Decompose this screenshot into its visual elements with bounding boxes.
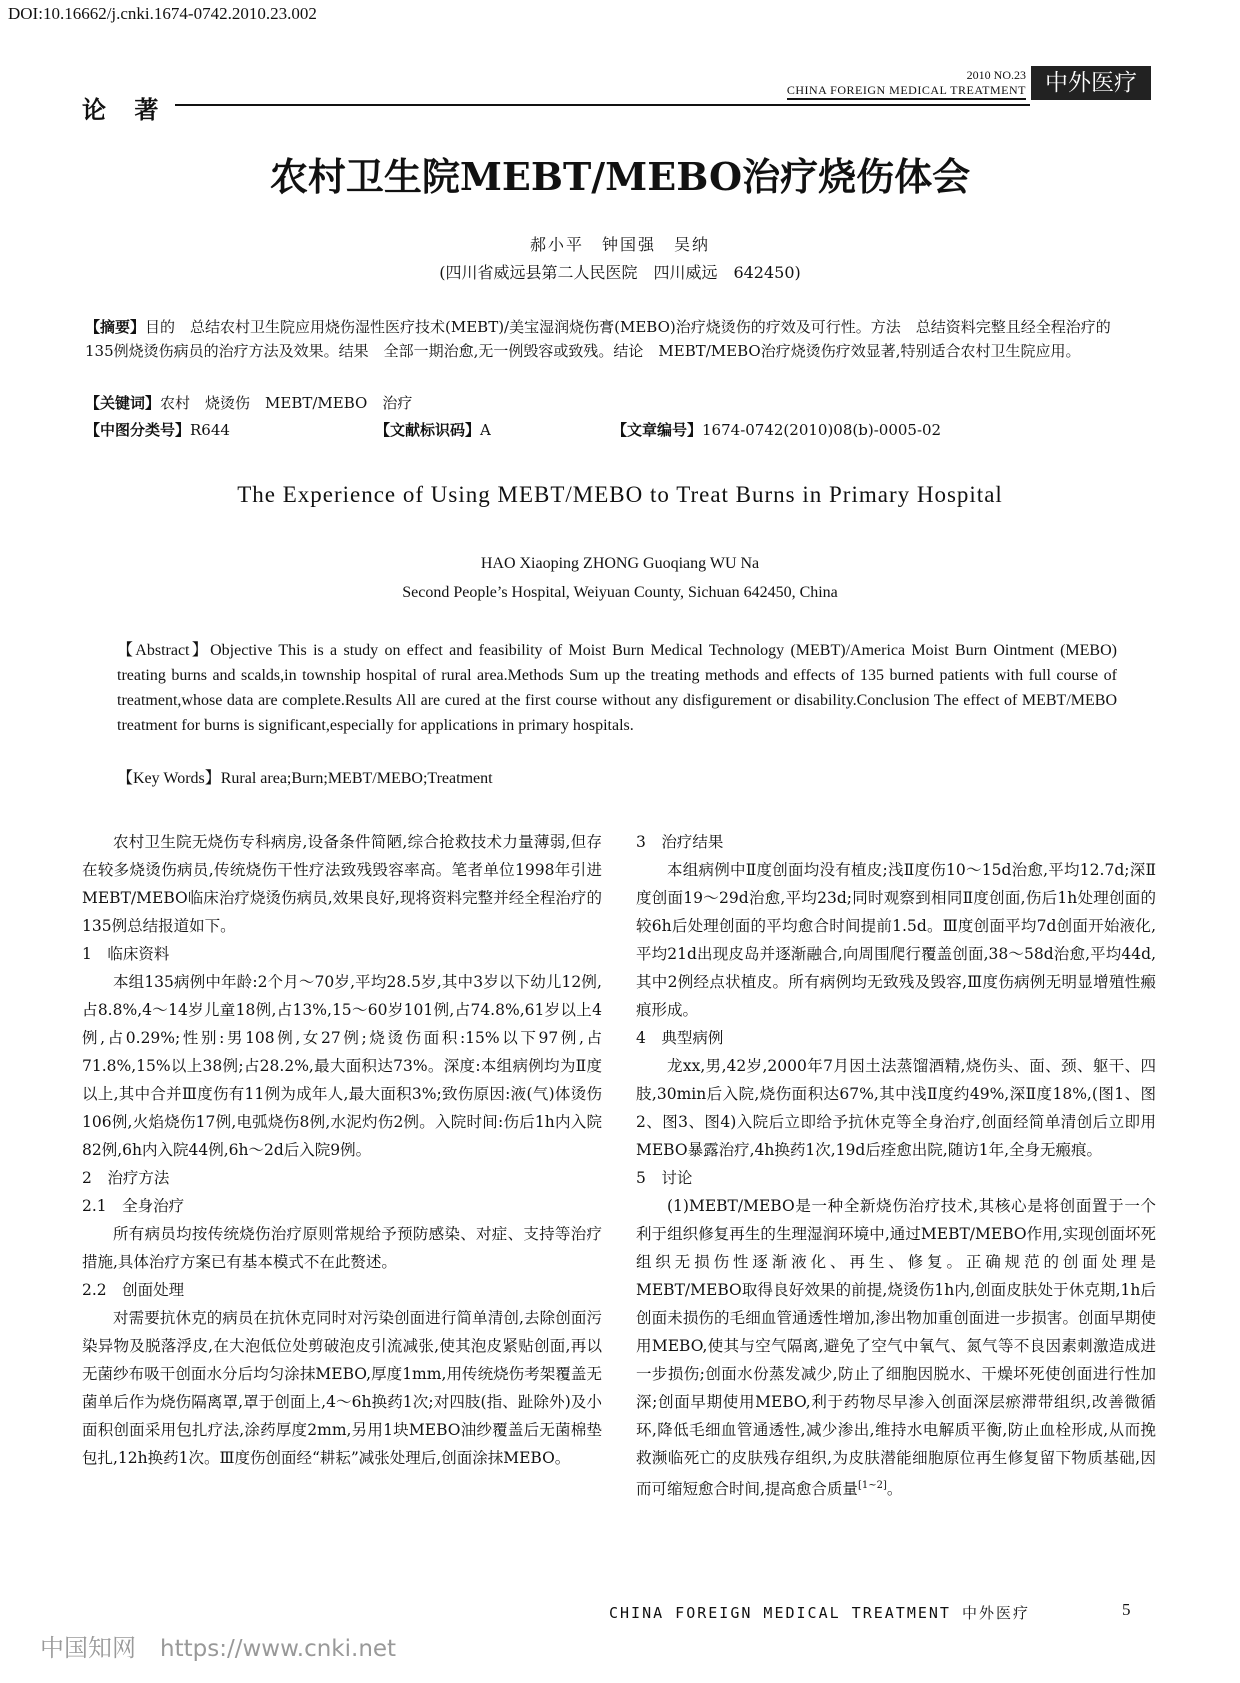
abstract-en <box>117 638 1117 738</box>
clc-number <box>85 419 230 440</box>
citation-ref[interactable]: [1~2] <box>857 1480 887 1491</box>
clc-label: 【中图分类号】 <box>85 421 191 439</box>
intro-paragraph: 农村卫生院无烧伤专科病房,设备条件简陋,综合抢救技术力量薄弱,但存在较多烧烫伤病员,传统烧伤干性疗法致残毁容率高。笔者单位1998年引进MEBT/MEBO临床治疗烧烫伤病员,效果良好,现将资料完整并经全程治疗的135例总结报道如下。 <box>82 833 602 935</box>
title-en: The Experience of Using MEBT/MEBO to Treat Burns in Primary Hospital <box>237 482 1003 507</box>
body-left-column <box>82 828 602 1472</box>
journal-issue: 2010 NO.23 <box>966 68 1026 82</box>
article-value: 1674-0742(2010)08(b)-0005-02 <box>702 421 942 439</box>
title-cn: 农村卫生院MEBT/MEBO治疗烧伤体会 <box>269 154 971 199</box>
heading-2: 2 治疗方法 <box>82 1169 170 1187</box>
abstract-cn <box>85 315 1130 363</box>
paragraph-3: 本组病例中Ⅱ度创面均没有植皮;浅Ⅱ度伤10～15d治愈,平均12.7d;深Ⅱ度创面19～29d治愈,平均23d;同时观察到相同Ⅱ度创面,伤后1h处理创面的较6h后处理创面的平均愈合时间提前1.5d。Ⅲ度创面平均7d创面开始液化,平均21d出现皮岛并逐渐融合,向周围爬行覆盖创面,38～58d治愈,平均44d,其中2例经点状植皮。所有病例均无致残及毁容,Ⅲ度伤病例无明显增殖性瘢痕形成。 <box>636 861 1156 1019</box>
abstract-en-label: 【Abstract】 <box>117 642 211 659</box>
clc-value: R644 <box>190 421 230 439</box>
article-number <box>612 419 941 440</box>
paragraph-5 <box>636 1192 1156 1503</box>
footer-journal: CHINA FOREIGN MEDICAL TREATMENT 中外医疗 <box>609 1604 1030 1622</box>
abstract-cn-label: 【摘要】 <box>85 318 146 336</box>
doi-line: DOI:10.16662/j.cnki.1674-0742.2010.23.002 <box>8 4 317 23</box>
page-number: 5 <box>1122 1600 1131 1619</box>
keywords-en-label: 【Key Words】 <box>117 770 221 787</box>
doc-code <box>375 419 491 440</box>
paragraph-5-text: (1)MEBT/MEBO是一种全新烧伤治疗技术,其核心是将创面置于一个利于组织修复再生的生理湿润环境中,通过MEBT/MEBO作用,实现创面坏死组织无损伤性逐渐液化、再生、修复。正确规范的创面处理是MEBT/MEBO取得良好效果的前提,烧烫伤1h内,创面皮肤处于休克期,1h后创面未损伤的毛细血管通透性增加,渗出物加重创面进一步损害。创面早期使用MEBO,使其与空气隔离,避免了空气中氧气、氮气等不良因素刺激造成进一步损伤;创面水份蒸发减少,防止了细胞因脱水、干燥坏死使创面进行性加深;创面早期使用MEBO,利于药物尽早渗入创面深层瘀滞带组织,改善微循环,降低毛细血管通透性,减少渗出,维持水电解质平衡,防止血栓形成,从而挽救濒临死亡的皮肤残存组织,为皮肤潜能细胞原位再生修复留下物质基础,因而可缩短愈合时间,提高愈合质量 <box>636 1197 1156 1499</box>
doc-value: A <box>480 421 491 439</box>
affiliation-en: Second People’s Hospital, Weiyuan County, Sichuan 642450, China <box>402 584 838 601</box>
paragraph-2-1: 所有病员均按传统烧伤治疗原则常规给予预防感染、对症、支持等治疗措施,具体治疗方案已有基本模式不在此赘述。 <box>82 1225 602 1271</box>
keywords-cn-label: 【关键词】 <box>85 394 161 412</box>
cnki-watermark <box>40 1628 396 1663</box>
article-label: 【文章编号】 <box>612 421 703 439</box>
keywords-cn <box>85 392 1130 413</box>
heading-5: 5 讨论 <box>636 1169 693 1187</box>
body-right-column <box>636 828 1156 1503</box>
journal-header <box>787 68 1026 100</box>
paragraph-1: 本组135病例中年龄:2个月～70岁,平均28.5岁,其中3岁以下幼儿12例,占8.8%,4～14岁儿童18例,占13%,15～60岁101例,占74.8%,61岁以上4例,占0.29%;性别:男108例,女27例;烧烫伤面积:15%以下97例,占71.8%,15%以上38例;占28.2%,最大面积达73%。深度:本组病例均为Ⅱ度以上,其中合并Ⅲ度伤有11例为成年人,最大面积3%;致伤原因:液(气)体烫伤106例,火焰烧伤17例,电弧烧伤8例,水泥灼伤2例。入院时间:伤后1h内入院82例,6h内入院44例,6h～2d后入院9例。 <box>82 973 602 1159</box>
header-rule <box>175 104 1030 106</box>
doc-label: 【文献标识码】 <box>375 421 481 439</box>
paragraph-5-end: 。 <box>886 1480 903 1499</box>
authors-cn: 郝小平 钟国强 吴纳 <box>529 235 710 254</box>
abstract-cn-text: 目的 总结农村卫生院应用烧伤湿性医疗技术(MEBT)/美宝湿润烧伤膏(MEBO)治疗烧烫伤的疗效及可行性。方法 总结资料完整且经全程治疗的135例烧烫伤病员的治疗方法及效果。结果 全部一期治愈,无一例毁容或致残。结论 MEBT/MEBO治疗烧烫伤疗效显著,特别适合农村卫生院应用。 <box>85 318 1111 360</box>
cnki-logo: 中国知网 <box>40 1634 136 1662</box>
heading-4: 4 典型病例 <box>636 1029 724 1047</box>
heading-2-2: 2.2 创面处理 <box>82 1281 185 1299</box>
paragraph-2-2: 对需要抗休克的病员在抗休克同时对污染创面进行简单清创,去除创面污染异物及脱落浮皮,在大泡低位处剪破泡皮引流减张,使其泡皮紧贴创面,再以无菌纱布吸干创面水分后均匀涂抹MEBO,厚度1mm,用传统烧伤考架覆盖无菌单后作为烧伤隔离罩,罩于创面上,4～6h换药1次;对四肢(指、趾除外)及小面积创面采用包扎疗法,涂药厚度2mm,另用1块MEBO油纱覆盖后无菌棉垫包扎,12h换药1次。Ⅲ度伤创面经“耕耘”减张处理后,创面涂抹MEBO。 <box>82 1309 602 1467</box>
abstract-en-text: Objective This is a study on effect and feasibility of Moist Burn Medical Technology (MEBT)/America Moist Burn Ointment (MEBO) treating burns and scalds,in township hospital of rural area.Methods Sum up the treating methods and effects of 135 burned patients with full course of treatment,whose data are complete.Results All are cured at the first course without any disfigurement or disability.Conclusion The effect of MEBT/MEBO treatment for burns is significant,especially for applications in primary hospitals. <box>117 642 1117 734</box>
journal-name: CHINA FOREIGN MEDICAL TREATMENT <box>787 83 1026 100</box>
section-tag: 论 著 <box>82 96 169 124</box>
authors-en: HAO Xiaoping ZHONG Guoqiang WU Na <box>480 555 760 572</box>
keywords-en <box>117 765 1117 788</box>
heading-3: 3 治疗结果 <box>636 833 724 851</box>
heading-1: 1 临床资料 <box>82 945 170 963</box>
cnki-url[interactable]: https://www.cnki.net <box>160 1636 397 1662</box>
heading-2-1: 2.1 全身治疗 <box>82 1197 185 1215</box>
paragraph-4: 龙xx,男,42岁,2000年7月因土法蒸馏酒精,烧伤头、面、颈、躯干、四肢,30min后入院,烧伤面积达67%,其中浅Ⅱ度约49%,深Ⅱ度18%,(图1、图2、图3、图4)入院后立即给予抗休克等全身治疗,创面经简单清创后立即用MEBO暴露治疗,4h换药1次,19d后痊愈出院,随访1年,全身无瘢痕。 <box>636 1057 1156 1159</box>
keywords-cn-text: 农村 烧烫伤 MEBT/MEBO 治疗 <box>160 394 413 412</box>
keywords-en-text: Rural area;Burn;MEBT/MEBO;Treatment <box>220 770 493 787</box>
journal-badge: 中外医疗 <box>1031 66 1151 100</box>
affiliation-cn: (四川省威远县第二人民医院 四川威远 642450) <box>439 263 801 282</box>
